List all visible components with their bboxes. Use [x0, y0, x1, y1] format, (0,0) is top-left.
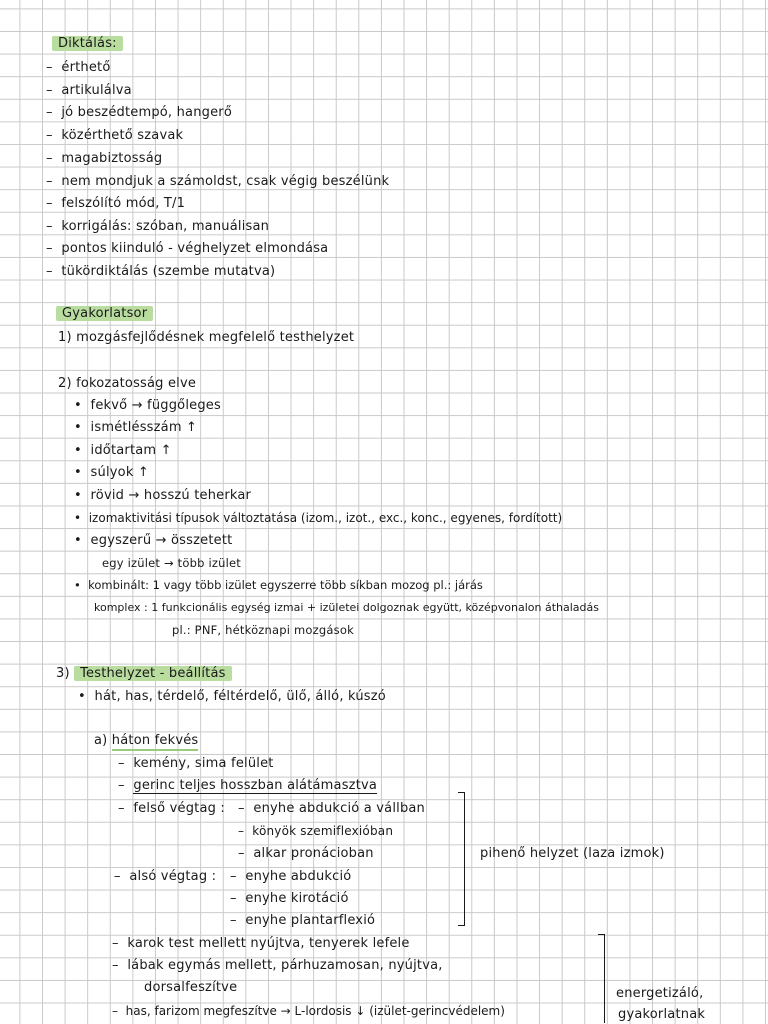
- list-item: – jó beszédtempó, hangerő: [46, 105, 232, 120]
- list-item-text: kemény, sima felület: [133, 756, 274, 771]
- piheno-helyzet: pihenő helyzet (laza izmok): [480, 846, 665, 861]
- list-item: • ismétlésszám ↑: [74, 420, 198, 435]
- list-item-text: időtartam ↑: [90, 443, 172, 458]
- komplex-line: komplex : 1 funkcionális egység izmai + izületei dolgoznak együtt, középvonalon áthaladás: [94, 601, 600, 614]
- point-3-number: 3): [56, 666, 70, 681]
- list-item-text: hát, has, térdelő, féltérdelő, ülő, álló, kúszó: [94, 689, 386, 704]
- list-item-text: közérthető szavak: [61, 128, 184, 143]
- list-item: – enyhe abdukció: [230, 869, 352, 884]
- list-item-text: gerinc teljes hosszban alátámasztva: [133, 778, 378, 793]
- list-item-text: izomaktivitási típusok változtatása (izom., izot., exc., konc., egyenes, fordított): [88, 511, 563, 525]
- list-item: – artikulálva: [46, 83, 132, 98]
- diktalas-heading: [52, 36, 123, 52]
- bracket: [598, 934, 605, 1023]
- list-item-text: nem mondjuk a számoldst, csak végig beszélünk: [61, 174, 390, 189]
- list-item: • rövid → hosszú teherkar: [74, 488, 252, 503]
- list-item: – közérthető szavak: [46, 128, 184, 143]
- list-item: • kombinált: 1 vagy több izület egyszerre több síkban mozog pl.: járás: [74, 578, 483, 592]
- list-item: – enyhe abdukció a vállban: [238, 801, 425, 816]
- list-item-text: érthető: [61, 60, 111, 75]
- list-item-text: has, farizom megfeszítve → L-lordosis ↓ (izület-gerincvédelem): [125, 1004, 505, 1018]
- komplex-example: pl.: PNF, hétköznapi mozgások: [172, 623, 354, 637]
- list-item: • időtartam ↑: [74, 443, 172, 458]
- list-item: – érthető: [46, 60, 111, 75]
- list-item-text: artikulálva: [61, 83, 132, 98]
- list-item-text: rövid → hosszú teherkar: [90, 488, 252, 503]
- point-3: [56, 666, 232, 682]
- list-item: • izomaktivitási típusok változtatása (izom., izot., exc., konc., egyenes, fordított): [74, 511, 563, 525]
- list-item: – has, farizom megfeszítve → L-lordosis ↓ (izület-gerincvédelem): [112, 1004, 505, 1018]
- point-3-title: Testhelyzet - beállítás: [74, 666, 232, 681]
- list-item: • egyszerű → összetett: [74, 533, 233, 548]
- list-item: • hát, has, térdelő, féltérdelő, ülő, álló, kúszó: [78, 689, 386, 704]
- list-item-text: alkar pronácioban: [253, 846, 374, 861]
- list-item: – karok test mellett nyújtva, tenyerek lefele: [112, 936, 410, 951]
- list-item: • fekvő → függőleges: [74, 398, 221, 413]
- list-item: – lábak egymás mellett, párhuzamosan, nyújtva,: [112, 958, 443, 973]
- list-item: – könyök szemiflexióban: [238, 824, 394, 838]
- also-vegtag-text: alsó végtag :: [129, 869, 217, 884]
- list-item-text: súlyok ↑: [90, 465, 149, 480]
- list-item-text: kombinált: 1 vagy több izület egyszerre több síkban mozog pl.: járás: [88, 578, 483, 592]
- bracket: [458, 792, 465, 926]
- list-item-continued: dorsalfeszítve: [144, 980, 238, 995]
- list-item-text: enyhe abdukció: [245, 869, 352, 884]
- list-item: – gerinc teljes hosszban alátámasztva: [118, 778, 378, 793]
- list-item: – enyhe plantarflexió: [230, 913, 376, 928]
- list-item: – enyhe kirotáció: [230, 891, 349, 906]
- list-item-text: enyhe plantarflexió: [245, 913, 376, 928]
- list-item: – nem mondjuk a számoldst, csak végig beszélünk: [46, 174, 390, 189]
- list-item-text: tükördiktálás (szembe mutatva): [61, 264, 276, 279]
- list-item: – tükördiktálás (szembe mutatva): [46, 264, 276, 279]
- list-item-text: enyhe kirotáció: [245, 891, 349, 906]
- list-item-text: pontos kiinduló - véghelyzet elmondása: [61, 241, 329, 256]
- point-1: 1) mozgásfejlődésnek megfelelő testhelyzet: [58, 330, 355, 345]
- subpoint-a-title: háton fekvés: [112, 733, 199, 751]
- list-item: – pontos kiinduló - véghelyzet elmondása: [46, 241, 329, 256]
- list-item-text: ismétlésszám ↑: [90, 420, 198, 435]
- also-vegtag-label: – alsó végtag :: [114, 869, 217, 884]
- list-item: • súlyok ↑: [74, 465, 149, 480]
- gyakorlatsor-heading: [56, 306, 153, 322]
- subpoint-a-label: a): [94, 733, 108, 748]
- list-item: – felszólító mód, T/1: [46, 196, 186, 211]
- list-item-text: magabiztosság: [61, 151, 163, 166]
- diktalas-heading-text: Diktálás:: [52, 36, 123, 51]
- energetizalo-label-2: gyakorlatnak: [618, 1007, 706, 1022]
- list-item-text: jó beszédtempó, hangerő: [61, 105, 232, 120]
- list-item-text: enyhe abdukció a vállban: [253, 801, 425, 816]
- list-item: – kemény, sima felület: [118, 756, 274, 771]
- list-item-text: felszólító mód, T/1: [61, 196, 186, 211]
- point-2: 2) fokozatosság elve: [58, 376, 197, 391]
- sub-item: egy izület → több izület: [102, 556, 241, 570]
- list-item-text: egyszerű → összetett: [90, 533, 233, 548]
- list-item: – magabiztosság: [46, 151, 163, 166]
- list-item-text: lábak egymás mellett, párhuzamosan, nyújtva,: [127, 958, 443, 973]
- list-item: – alkar pronácioban: [238, 846, 374, 861]
- list-item-text: könyök szemiflexióban: [252, 824, 394, 838]
- list-item-text: korrigálás: szóban, manuálisan: [61, 219, 270, 234]
- list-item-text: fekvő → függőleges: [90, 398, 221, 413]
- list-item-text: karok test mellett nyújtva, tenyerek lefele: [127, 936, 410, 951]
- felso-vegtag-text: felső végtag :: [133, 801, 225, 816]
- subpoint-a: [94, 733, 198, 749]
- felso-vegtag-label: – felső végtag :: [118, 801, 225, 816]
- list-item: – korrigálás: szóban, manuálisan: [46, 219, 270, 234]
- gyakorlatsor-heading-text: Gyakorlatsor: [56, 306, 153, 321]
- energetizalo-label: energetizáló,: [616, 986, 704, 1001]
